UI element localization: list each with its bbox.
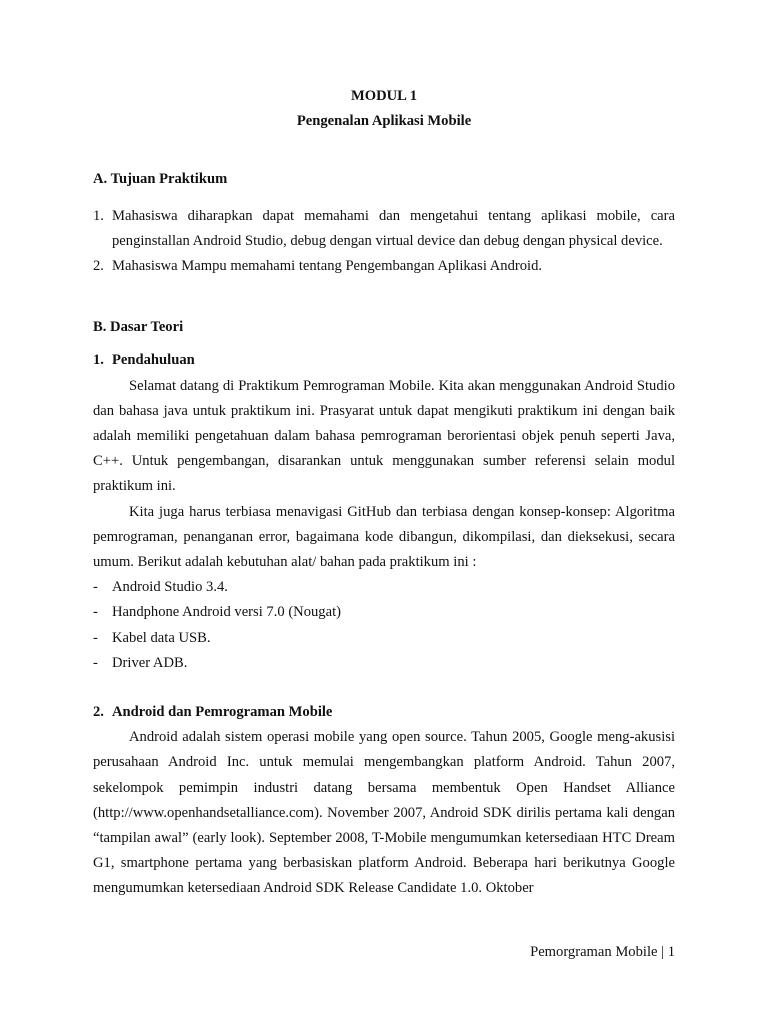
list-item	[93, 575, 675, 600]
dash-marker: -	[93, 654, 98, 671]
list-item-text: Kabel data USB.	[112, 629, 211, 646]
list-item-text: Mahasiswa diharapkan dapat memahami dan mengetahui tentang aplikasi mobile, cara penginstallan Android Studio, debug dengan virtual device dan debug dengan physical device.	[112, 207, 675, 249]
goals-list	[93, 204, 675, 280]
page-footer: Pemorgraman Mobile | 1	[530, 944, 675, 960]
section-b-heading: B. Dasar Teori	[93, 319, 184, 336]
subsection-1-heading	[93, 348, 675, 373]
subsection-title: Pendahuluan	[112, 352, 195, 369]
subsection-number: 2.	[93, 704, 104, 721]
tools-list	[93, 575, 675, 676]
list-item	[93, 204, 675, 254]
dash-marker: -	[93, 629, 98, 646]
module-title: MODUL 1	[350, 88, 418, 104]
document-body	[93, 84, 675, 902]
list-item	[93, 651, 675, 676]
list-item-text: Android Studio 3.4.	[112, 579, 228, 596]
dash-marker: -	[93, 579, 98, 596]
list-item-number: 1.	[93, 207, 104, 224]
subsection-number: 1.	[93, 352, 104, 369]
subsection-2-heading	[93, 700, 675, 725]
list-item-number: 2.	[93, 258, 104, 275]
list-item	[93, 600, 675, 625]
section-a-heading: A. Tujuan Praktikum	[93, 171, 228, 188]
list-item-text: Handphone Android versi 7.0 (Nougat)	[112, 604, 341, 621]
paragraph: Kita juga harus terbiasa menavigasi GitHub dan terbiasa dengan konsep-konsep: Algoritma pemrograman, penanganan error, bagaimana kode dibangun, dikompilasi, dan dieksekusi, secara umum. Berikut adalah kebutuhan alat/ bahan pada praktikum ini :	[93, 503, 675, 571]
paragraph: Android adalah sistem operasi mobile yang open source. Tahun 2005, Google meng-akusisi perusahaan Android Inc. untuk memulai mengembangkan platform Android. Tahun 2007, sekelompok pemimpin industri datang bersama membentuk Open Handset Alliance (http://www.openhandsetalliance.com). November 2007, Android SDK dirilis pertama kali dengan “tampilan awal” (early look). September 2008, T-Mobile mengumumkan ketersediaan HTC Dream G1, smartphone pertama yang berbasiskan platform Android. Beberapa hari berikutnya Google mengumumkan ketersediaan Android SDK Release Candidate 1.0. Oktober	[93, 729, 675, 897]
list-item	[93, 626, 675, 651]
list-item	[93, 254, 675, 279]
module-subtitle: Pengenalan Aplikasi Mobile	[296, 113, 472, 130]
paragraph: Selamat datang di Praktikum Pemrograman Mobile. Kita akan menggunakan Android Studio dan bahasa java untuk praktikum ini. Prasyarat untuk dapat mengikuti praktikum ini dengan baik adalah memiliki pengetahuan dalam bahasa pemrograman berorientasi objek penuh seperti Java, C++. Untuk pengembangan, disarankan untuk menggunakan sumber referensi selain modul praktikum ini.	[93, 377, 675, 495]
list-item-text: Mahasiswa Mampu memahami tentang Pengembangan Aplikasi Android.	[112, 258, 543, 275]
subsection-title: Android dan Pemrograman Mobile	[112, 704, 333, 721]
list-item-text: Driver ADB.	[112, 654, 188, 671]
dash-marker: -	[93, 604, 98, 621]
